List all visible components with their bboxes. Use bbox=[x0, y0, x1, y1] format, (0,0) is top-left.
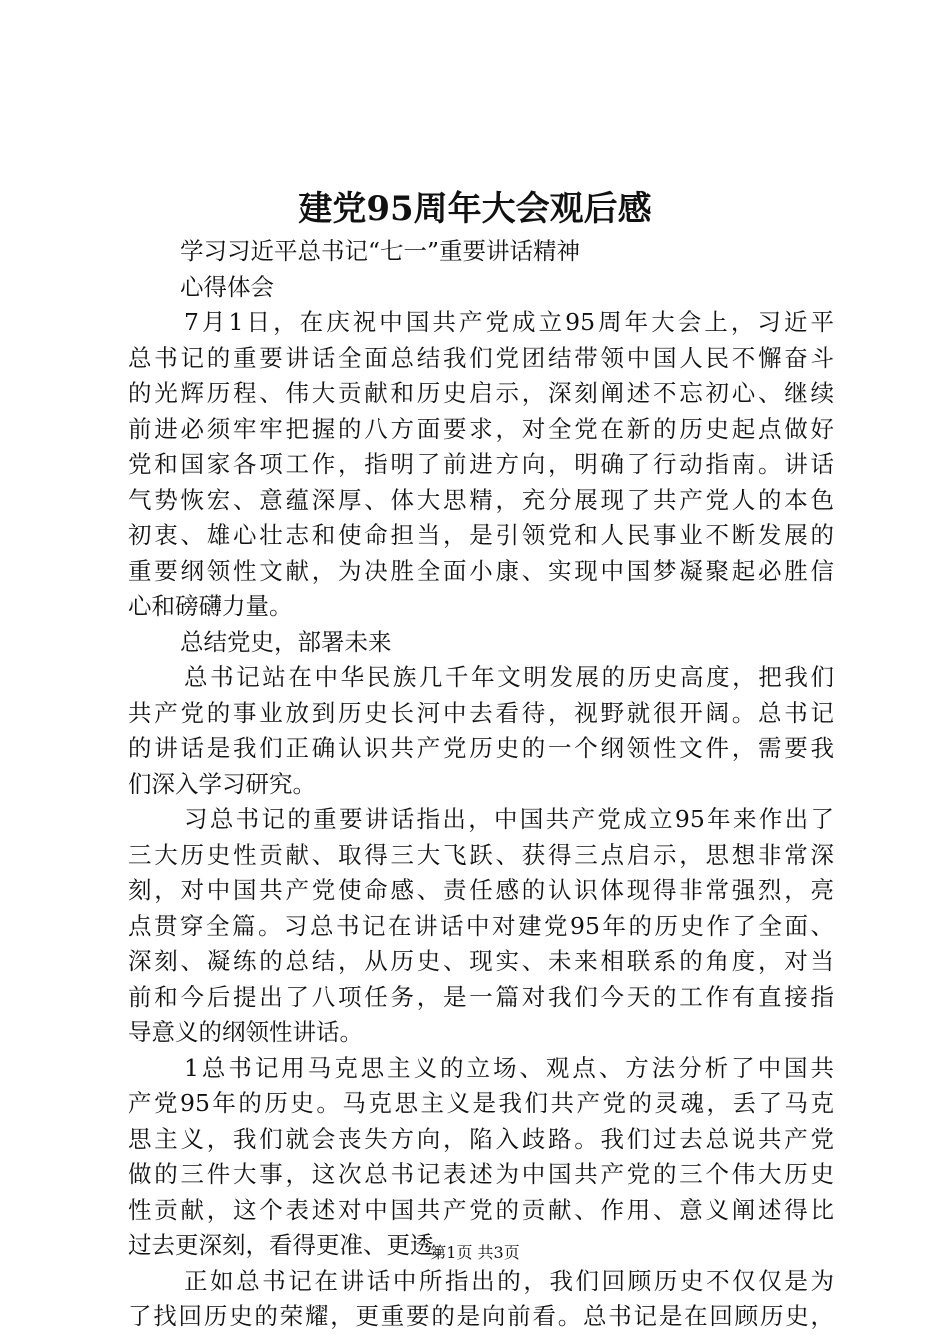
paragraph-line: 党和国家各项工作，指明了前进方向，明确了行动指南。讲话 bbox=[128, 450, 834, 478]
paragraph-line: 点贯穿全篇。习总书记在讲话中对建党95年的历史作了全面、 bbox=[128, 911, 834, 940]
section-heading: 总结党史，部署未来 bbox=[180, 627, 392, 656]
subtitle-line: 学习习近平总书记“七一”重要讲话精神 bbox=[180, 237, 581, 265]
paragraph-line: 前进必须牢牢把握的八方面要求，对全党在新的历史起点做好 bbox=[128, 414, 834, 443]
paragraph-line: 深刻、凝练的总结，从历史、现实、未来相联系的角度，对当 bbox=[128, 947, 834, 975]
paragraph-line: 心和磅礴力量。 bbox=[128, 592, 293, 620]
paragraph-line: 正如总书记在讲话中所指出的，我们回顾历史不仅仅是为 bbox=[184, 1266, 834, 1295]
paragraph-line: 总书记站在中华民族几千年文明发展的历史高度，把我们 bbox=[184, 663, 834, 691]
paragraph-line: 初衷、雄心壮志和使命担当，是引领党和人民事业不断发展的 bbox=[128, 521, 834, 549]
subtitle-line: 心得体会 bbox=[180, 272, 274, 301]
paragraph-line: 性贡献，这个表述对中国共产党的贡献、作用、意义阐述得比 bbox=[128, 1195, 834, 1224]
paragraph-line: 做的三件大事，这次总书记表述为中国共产党的三个伟大历史 bbox=[128, 1160, 834, 1188]
paragraph-line: 前和今后提出了八项任务，是一篇对我们今天的工作有直接指 bbox=[128, 982, 834, 1011]
paragraph-line: 刻，对中国共产党使命感、责任感的认识体现得非常强烈，亮 bbox=[128, 876, 834, 904]
paragraph-line: 思主义，我们就会丧失方向，陷入歧路。我们过去总说共产党 bbox=[128, 1124, 834, 1153]
paragraph-line: 产党95年的历史。马克思主义是我们共产党的灵魂，丢了马克 bbox=[128, 1089, 834, 1117]
paragraph-line: 共产党的事业放到历史长河中去看待，视野就很开阔。总书记 bbox=[128, 698, 834, 727]
paragraph-line: 习总书记的重要讲话指出，中国共产党成立95年来作出了 bbox=[184, 805, 834, 833]
paragraph-line: 导意义的纲领性讲话。 bbox=[128, 1018, 363, 1046]
paragraph-line: 1总书记用马克思主义的立场、观点、方法分析了中国共 bbox=[184, 1053, 834, 1082]
page-footer: 第1页 共3页 bbox=[430, 1243, 520, 1262]
paragraph-line: 总书记的重要讲话全面总结我们党团结带领中国人民不懈奋斗 bbox=[128, 343, 834, 372]
paragraph-line: 的讲话是我们正确认识共产党历史的一个纲领性文件，需要我 bbox=[128, 734, 834, 762]
document-body bbox=[128, 234, 834, 1335]
document-title: 建党95周年大会观后感 bbox=[298, 189, 652, 229]
paragraph-line: 了找回历史的荣耀，更重要的是向前看。总书记是在回顾历史， bbox=[128, 1302, 834, 1330]
paragraph-line: 7月1日，在庆祝中国共产党成立95周年大会上，习近平 bbox=[184, 308, 834, 336]
paragraph-line: 气势恢宏、意蕴深厚、体大思精，充分展现了共产党人的本色 bbox=[128, 485, 834, 514]
paragraph-line: 重要纲领性文献，为决胜全面小康、实现中国梦凝聚起必胜信 bbox=[128, 556, 834, 585]
paragraph-line: 的光辉历程、伟大贡献和历史启示，深刻阐述不忘初心、继续 bbox=[128, 379, 834, 407]
paragraph-line: 三大历史性贡献、取得三大飞跃、获得三点启示，思想非常深 bbox=[128, 840, 834, 869]
paragraph-line: 们深入学习研究。 bbox=[128, 769, 316, 798]
paragraph-line: 过去更深刻，看得更准、更透。 bbox=[128, 1231, 457, 1259]
